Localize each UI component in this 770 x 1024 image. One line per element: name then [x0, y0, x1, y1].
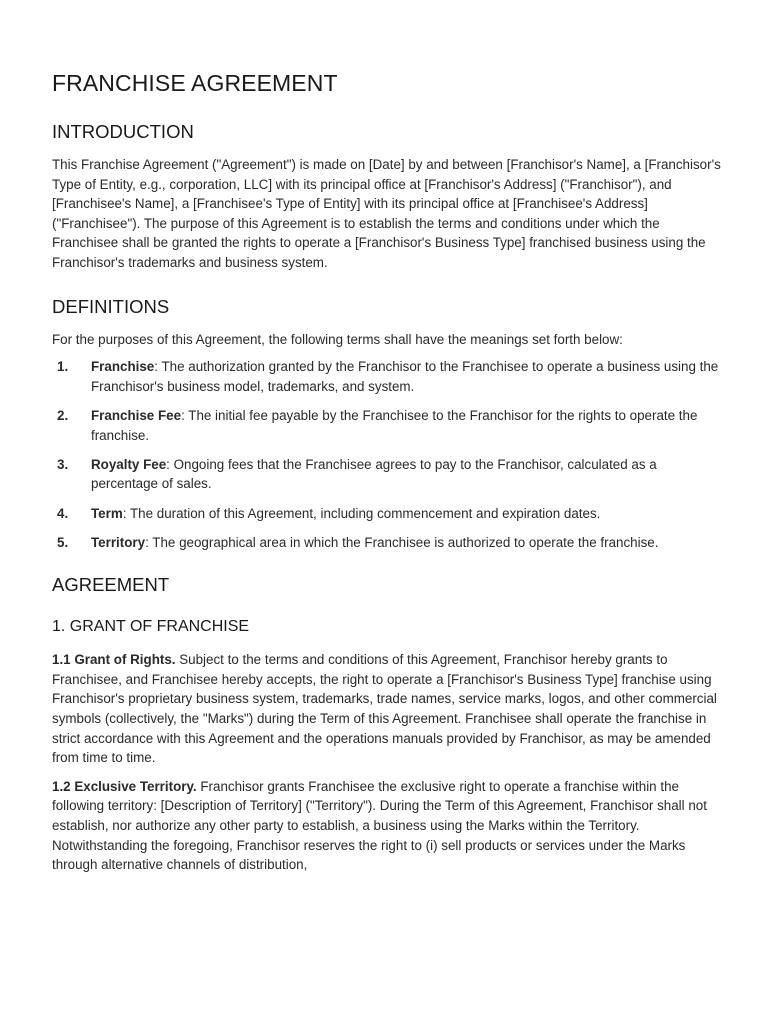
document-title: FRANCHISE AGREEMENT [52, 70, 338, 96]
definition-body [91, 504, 722, 524]
agreement-section [52, 574, 722, 875]
agreement-heading: AGREEMENT [52, 574, 170, 596]
definition-number: 1. [57, 359, 69, 375]
definition-number: 2. [57, 407, 69, 423]
definition-term: Term [91, 505, 123, 521]
definition-item [52, 533, 722, 553]
definition-text: : The initial fee payable by the Franchisee to the Franchisor for the rights to operate the franchise. [91, 407, 698, 443]
definitions-section [52, 296, 722, 553]
introduction-section [52, 121, 722, 273]
definition-term: Royalty Fee [91, 456, 167, 472]
definitions-heading: DEFINITIONS [52, 295, 170, 317]
definition-text: : The authorization granted by the Franchisor to the Franchisee to operate a business using the Franchisor's business model, trademarks, and system. [91, 359, 719, 394]
introduction-heading: INTRODUCTION [52, 121, 194, 142]
definition-body [91, 406, 722, 445]
definition-term: Territory [91, 534, 146, 550]
definition-body [91, 533, 722, 553]
clause-label: 1.1 Grant of Rights. [52, 652, 176, 668]
definition-item [52, 504, 722, 524]
definition-text: : The duration of this Agreement, including commencement and expiration dates. [122, 505, 601, 521]
definition-item [52, 357, 722, 396]
definition-number: 4. [57, 505, 69, 521]
definition-text: : The geographical area in which the Franchisee is authorized to operate the franchise. [145, 534, 659, 550]
grant-of-rights-paragraph [52, 650, 722, 768]
definition-term: Franchise [91, 359, 155, 375]
definition-item [52, 406, 722, 445]
document-page [52, 70, 722, 884]
definition-text: : Ongoing fees that the Franchisee agrees to pay to the Franchisor, calculated as a percentage of sales. [91, 456, 657, 492]
clause-label: 1.2 Exclusive Territory. [52, 778, 197, 794]
definition-number: 5. [57, 534, 69, 550]
introduction-paragraph: This Franchise Agreement ("Agreement") is made on [Date] by and between [Franchisor's Name], a [Franchisor's Type of Entity, e.g., corporation, LLC] with its principal office at [Franchisor's Address] ("Franchisor"), and [Franchisee's Name], a [Franchisee's Type of Entity] with its principal office at [Franchisee's Address] ("Franchisee"). The purpose of this Agreement is to establish the terms and conditions under which the Franchisee shall be granted the rights to operate a [Franchisor's Business Type] franchised business using the Franchisor's trademarks and business system. [52, 157, 721, 270]
definition-body [91, 455, 722, 494]
grant-of-franchise-heading: 1. GRANT OF FRANCHISE [52, 618, 250, 636]
clause-text: Franchisor grants Franchisee the exclusive right to operate a franchise within the following territory: [Description of Territory] ("Territory"). During the Term of this Agreement, Franchisor shall not establish, nor authorize any other party to establish, a business using the Marks within the Territory. Notwithstanding the foregoing, Franchisor reserves the right to (i) sell products or services under the Marks through alternative channels of distribution, [52, 778, 707, 873]
definition-number: 3. [57, 456, 69, 472]
clause-text: Subject to the terms and conditions of this Agreement, Franchisor hereby grants to Franchisee, and Franchisee hereby accepts, the right to operate a [Franchisor's Business Type] franchise using Franchisor's proprietary business system, trademarks, trade names, service marks, logos, and other commercial symbols (collectively, the "Marks") during the Term of this Agreement. Franchisee shall operate the franchise in strict accordance with this Agreement and the operations manuals provided by Franchisor, as may be amended from time to time. [52, 652, 717, 766]
definitions-intro: For the purposes of this Agreement, the following terms shall have the meanings set forth below: [52, 331, 623, 347]
definition-body [91, 357, 722, 396]
definitions-list [52, 357, 722, 552]
exclusive-territory-paragraph [52, 777, 722, 875]
definition-item [52, 455, 722, 494]
definition-term: Franchise Fee [91, 407, 182, 423]
